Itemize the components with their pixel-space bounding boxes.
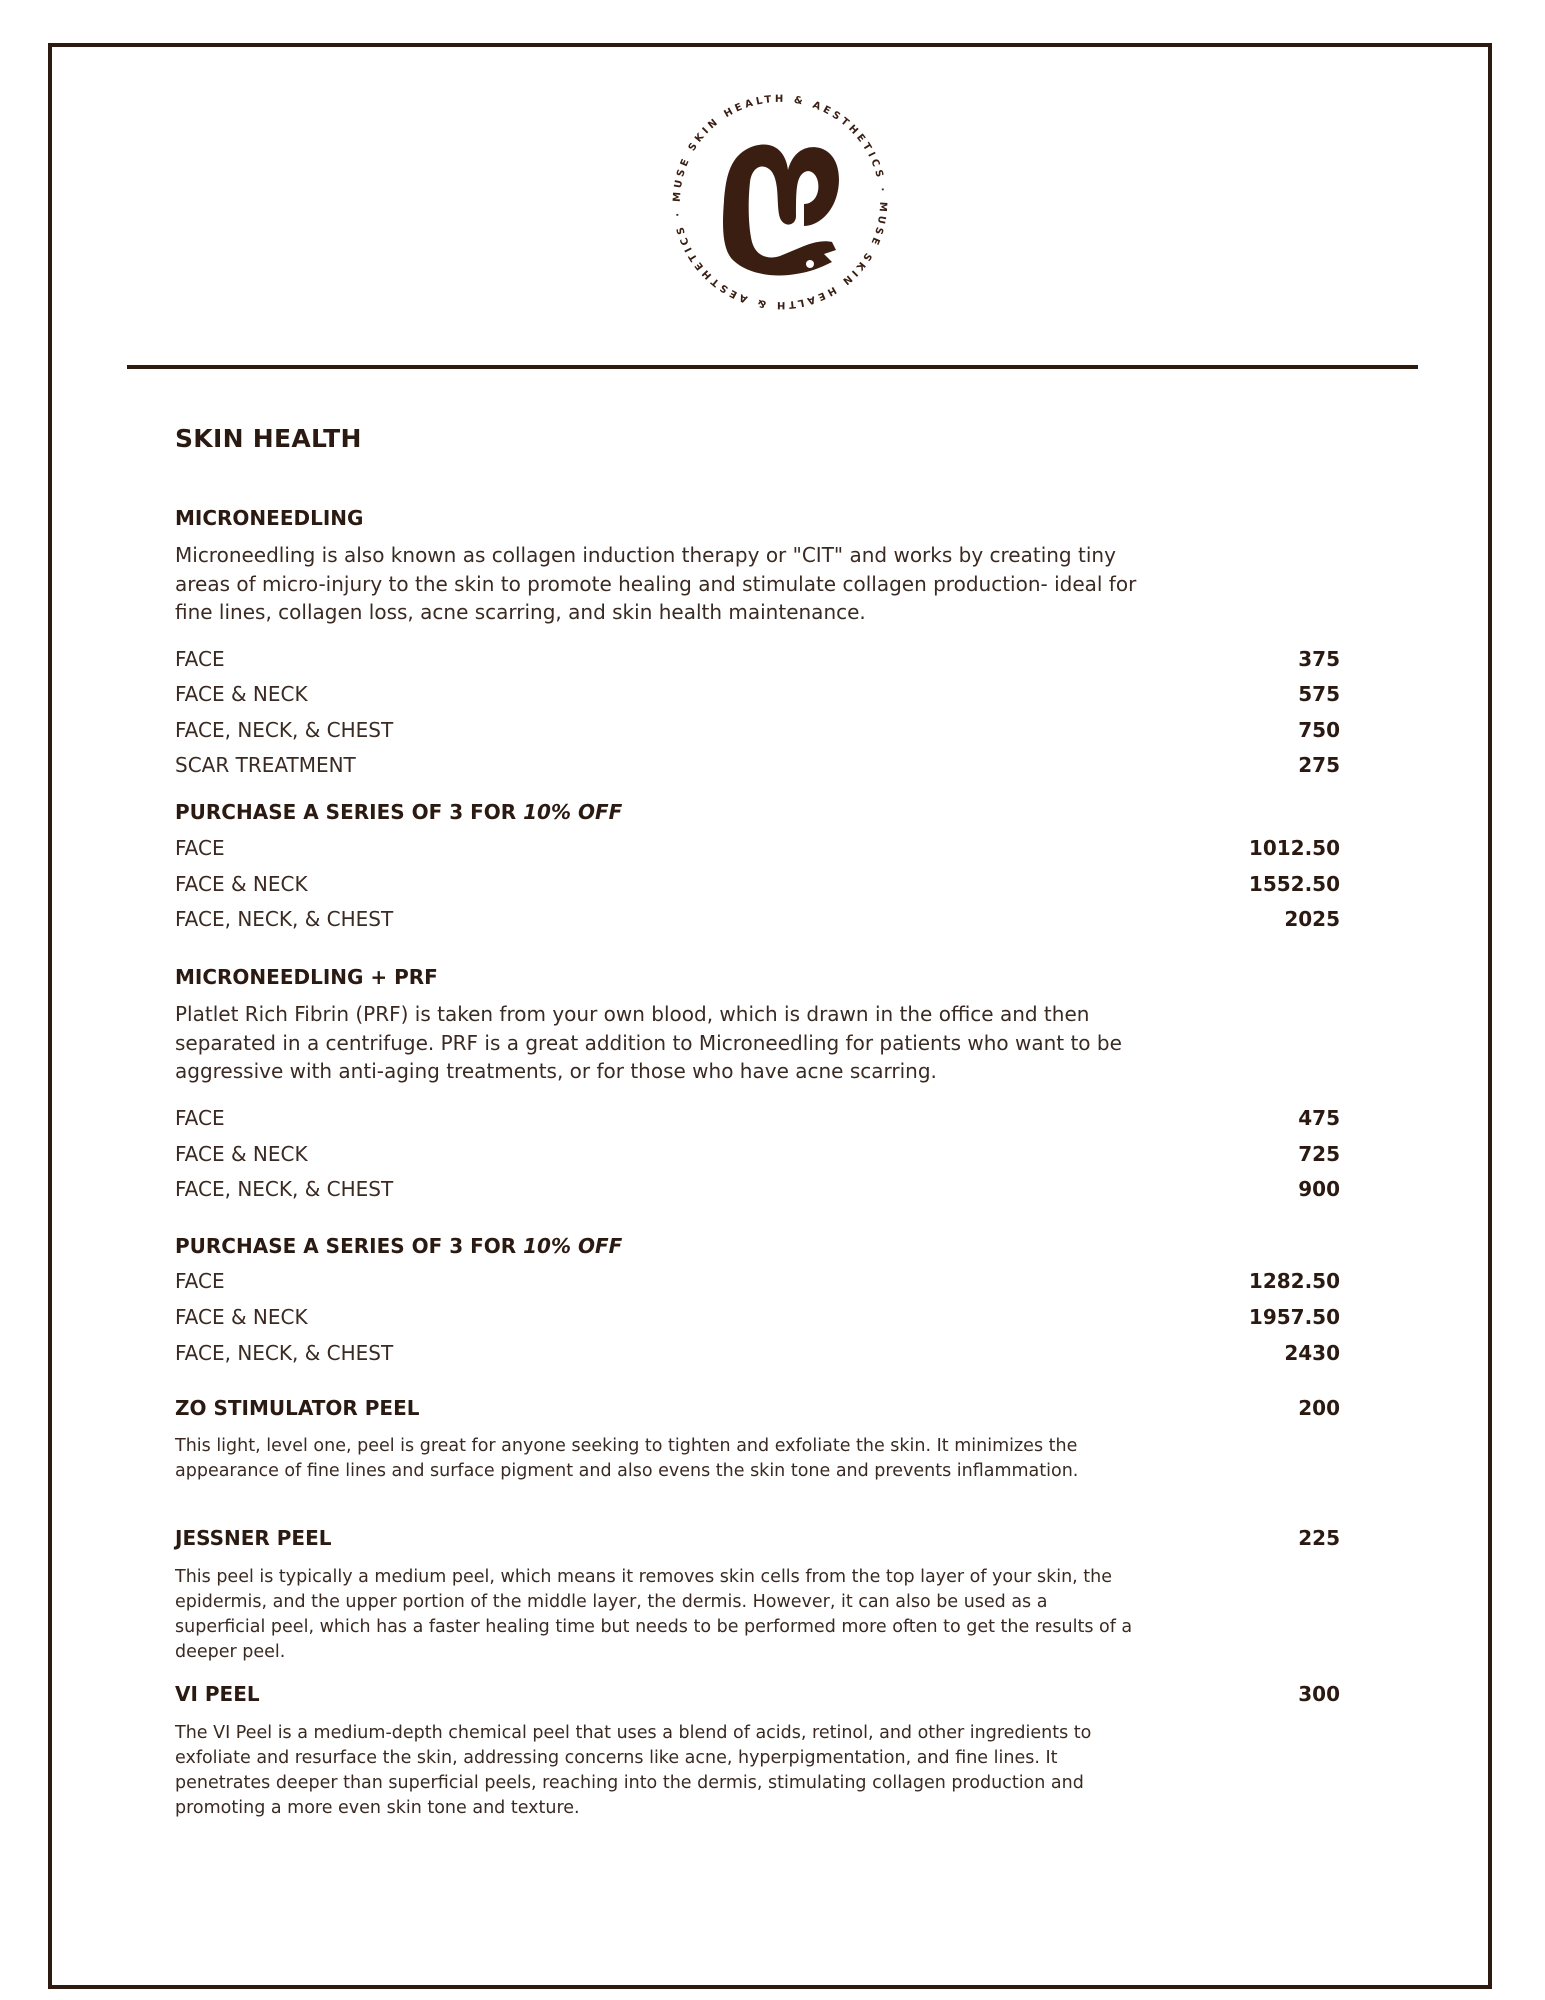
item-label: FACE, NECK, & CHEST — [175, 1177, 394, 1201]
item-price: 1957.50 — [1248, 1305, 1340, 1329]
series-offer-prefix: PURCHASE A SERIES OF 3 FOR — [175, 1234, 524, 1258]
price-row — [175, 904, 1340, 934]
muse-m-snake-icon — [723, 144, 839, 275]
vi-peel-header — [175, 1682, 1340, 1706]
price-row — [175, 1139, 1340, 1169]
brand-logo — [664, 86, 896, 318]
vi-peel-title: VI PEEL — [175, 1682, 260, 1706]
zo-peel-title: ZO STIMULATOR PEEL — [175, 1396, 420, 1420]
microneedling-description: Microneedling is also known as collagen induction therapy or "CIT" and works by creating tiny areas of micro-injury to the skin to promote healing and stimulate collagen production- ideal for fine lines, collagen loss, acne scarring, and skin health maintenance. — [175, 543, 1137, 624]
price-row — [175, 679, 1340, 709]
price-row — [175, 833, 1340, 863]
item-label: SCAR TREATMENT — [175, 753, 356, 777]
series-offer-heading — [175, 800, 622, 824]
muse-logo-emblem — [664, 86, 896, 318]
header-divider — [127, 365, 1418, 369]
price-row — [175, 1266, 1340, 1296]
jessner-peel-price: 225 — [1298, 1526, 1340, 1550]
item-label: FACE, NECK, & CHEST — [175, 1341, 394, 1365]
price-row — [175, 1338, 1340, 1368]
item-label: FACE & NECK — [175, 872, 308, 896]
logo-ring-text: MUSE SKIN HEALTH & AESTHETICS · MUSE SKIN HEALTH & AESTHETICS · — [671, 93, 889, 311]
section-title: SKIN HEALTH — [175, 424, 362, 453]
item-label: FACE, NECK, & CHEST — [175, 907, 394, 931]
item-label: FACE & NECK — [175, 1142, 308, 1166]
item-price: 1282.50 — [1248, 1269, 1340, 1293]
item-price: 2025 — [1284, 907, 1340, 931]
price-row — [175, 715, 1340, 745]
series-offer-discount: 10% OFF — [523, 1234, 623, 1258]
price-row — [175, 1103, 1340, 1133]
jessner-peel-title: JESSNER PEEL — [175, 1526, 332, 1550]
item-label: FACE — [175, 836, 225, 860]
item-label: FACE & NECK — [175, 682, 308, 706]
item-price: 1552.50 — [1248, 872, 1340, 896]
microneedling-prf-title: MICRONEEDLING + PRF — [175, 965, 438, 989]
price-row — [175, 750, 1340, 780]
item-label: FACE, NECK, & CHEST — [175, 718, 394, 742]
item-price: 750 — [1298, 718, 1340, 742]
price-row — [175, 644, 1340, 674]
series-offer-prefix: PURCHASE A SERIES OF 3 FOR — [175, 800, 524, 824]
price-row — [175, 1174, 1340, 1204]
vi-peel-description: The VI Peel is a medium-depth chemical peel that uses a blend of acids, retinol, and other ingredients to exfoliate and resurface the skin, addressing concerns like acne, hyperpigmentation, and fine lines. It penetrates deeper than superficial peels, reaching into the dermis, stimulating collagen production and promoting a more even skin tone and texture. — [175, 1723, 1092, 1818]
item-price: 725 — [1298, 1142, 1340, 1166]
item-price: 375 — [1298, 647, 1340, 671]
jessner-peel-header — [175, 1526, 1340, 1550]
zo-peel-header — [175, 1396, 1340, 1420]
microneedling-title: MICRONEEDLING — [175, 506, 364, 530]
item-price: 275 — [1298, 753, 1340, 777]
zo-peel-price: 200 — [1298, 1396, 1340, 1420]
series-offer-heading — [175, 1234, 622, 1258]
zo-peel-description: This light, level one, peel is great for anyone seeking to tighten and exfoliate the skin. It minimizes the appearance of fine lines and surface pigment and also evens the skin tone and prevents inflammation. — [175, 1436, 1079, 1481]
item-price: 2430 — [1284, 1341, 1340, 1365]
price-row — [175, 869, 1340, 899]
jessner-peel-description: This peel is typically a medium peel, which means it removes skin cells from the top layer of your skin, the epidermis, and the upper portion of the middle layer, the dermis. However, it can also be used as a superficial peel, which has a faster healing time but needs to be performed more often to get the results of a deeper peel. — [175, 1567, 1133, 1662]
microneedling-prf-description: Platlet Rich Fibrin (PRF) is taken from your own blood, which is drawn in the office and then separated in a centrifuge. PRF is a great addition to Microneedling for patients who want to be aggressive with anti-aging treatments, or for those who have acne scarring. — [175, 1002, 1122, 1083]
item-price: 1012.50 — [1248, 836, 1340, 860]
item-price: 900 — [1298, 1177, 1340, 1201]
price-row — [175, 1302, 1340, 1332]
item-label: FACE — [175, 647, 225, 671]
item-label: FACE — [175, 1269, 225, 1293]
series-offer-discount: 10% OFF — [523, 800, 623, 824]
item-price: 575 — [1298, 682, 1340, 706]
item-price: 475 — [1298, 1106, 1340, 1130]
vi-peel-price: 300 — [1298, 1682, 1340, 1706]
item-label: FACE & NECK — [175, 1305, 308, 1329]
item-label: FACE — [175, 1106, 225, 1130]
